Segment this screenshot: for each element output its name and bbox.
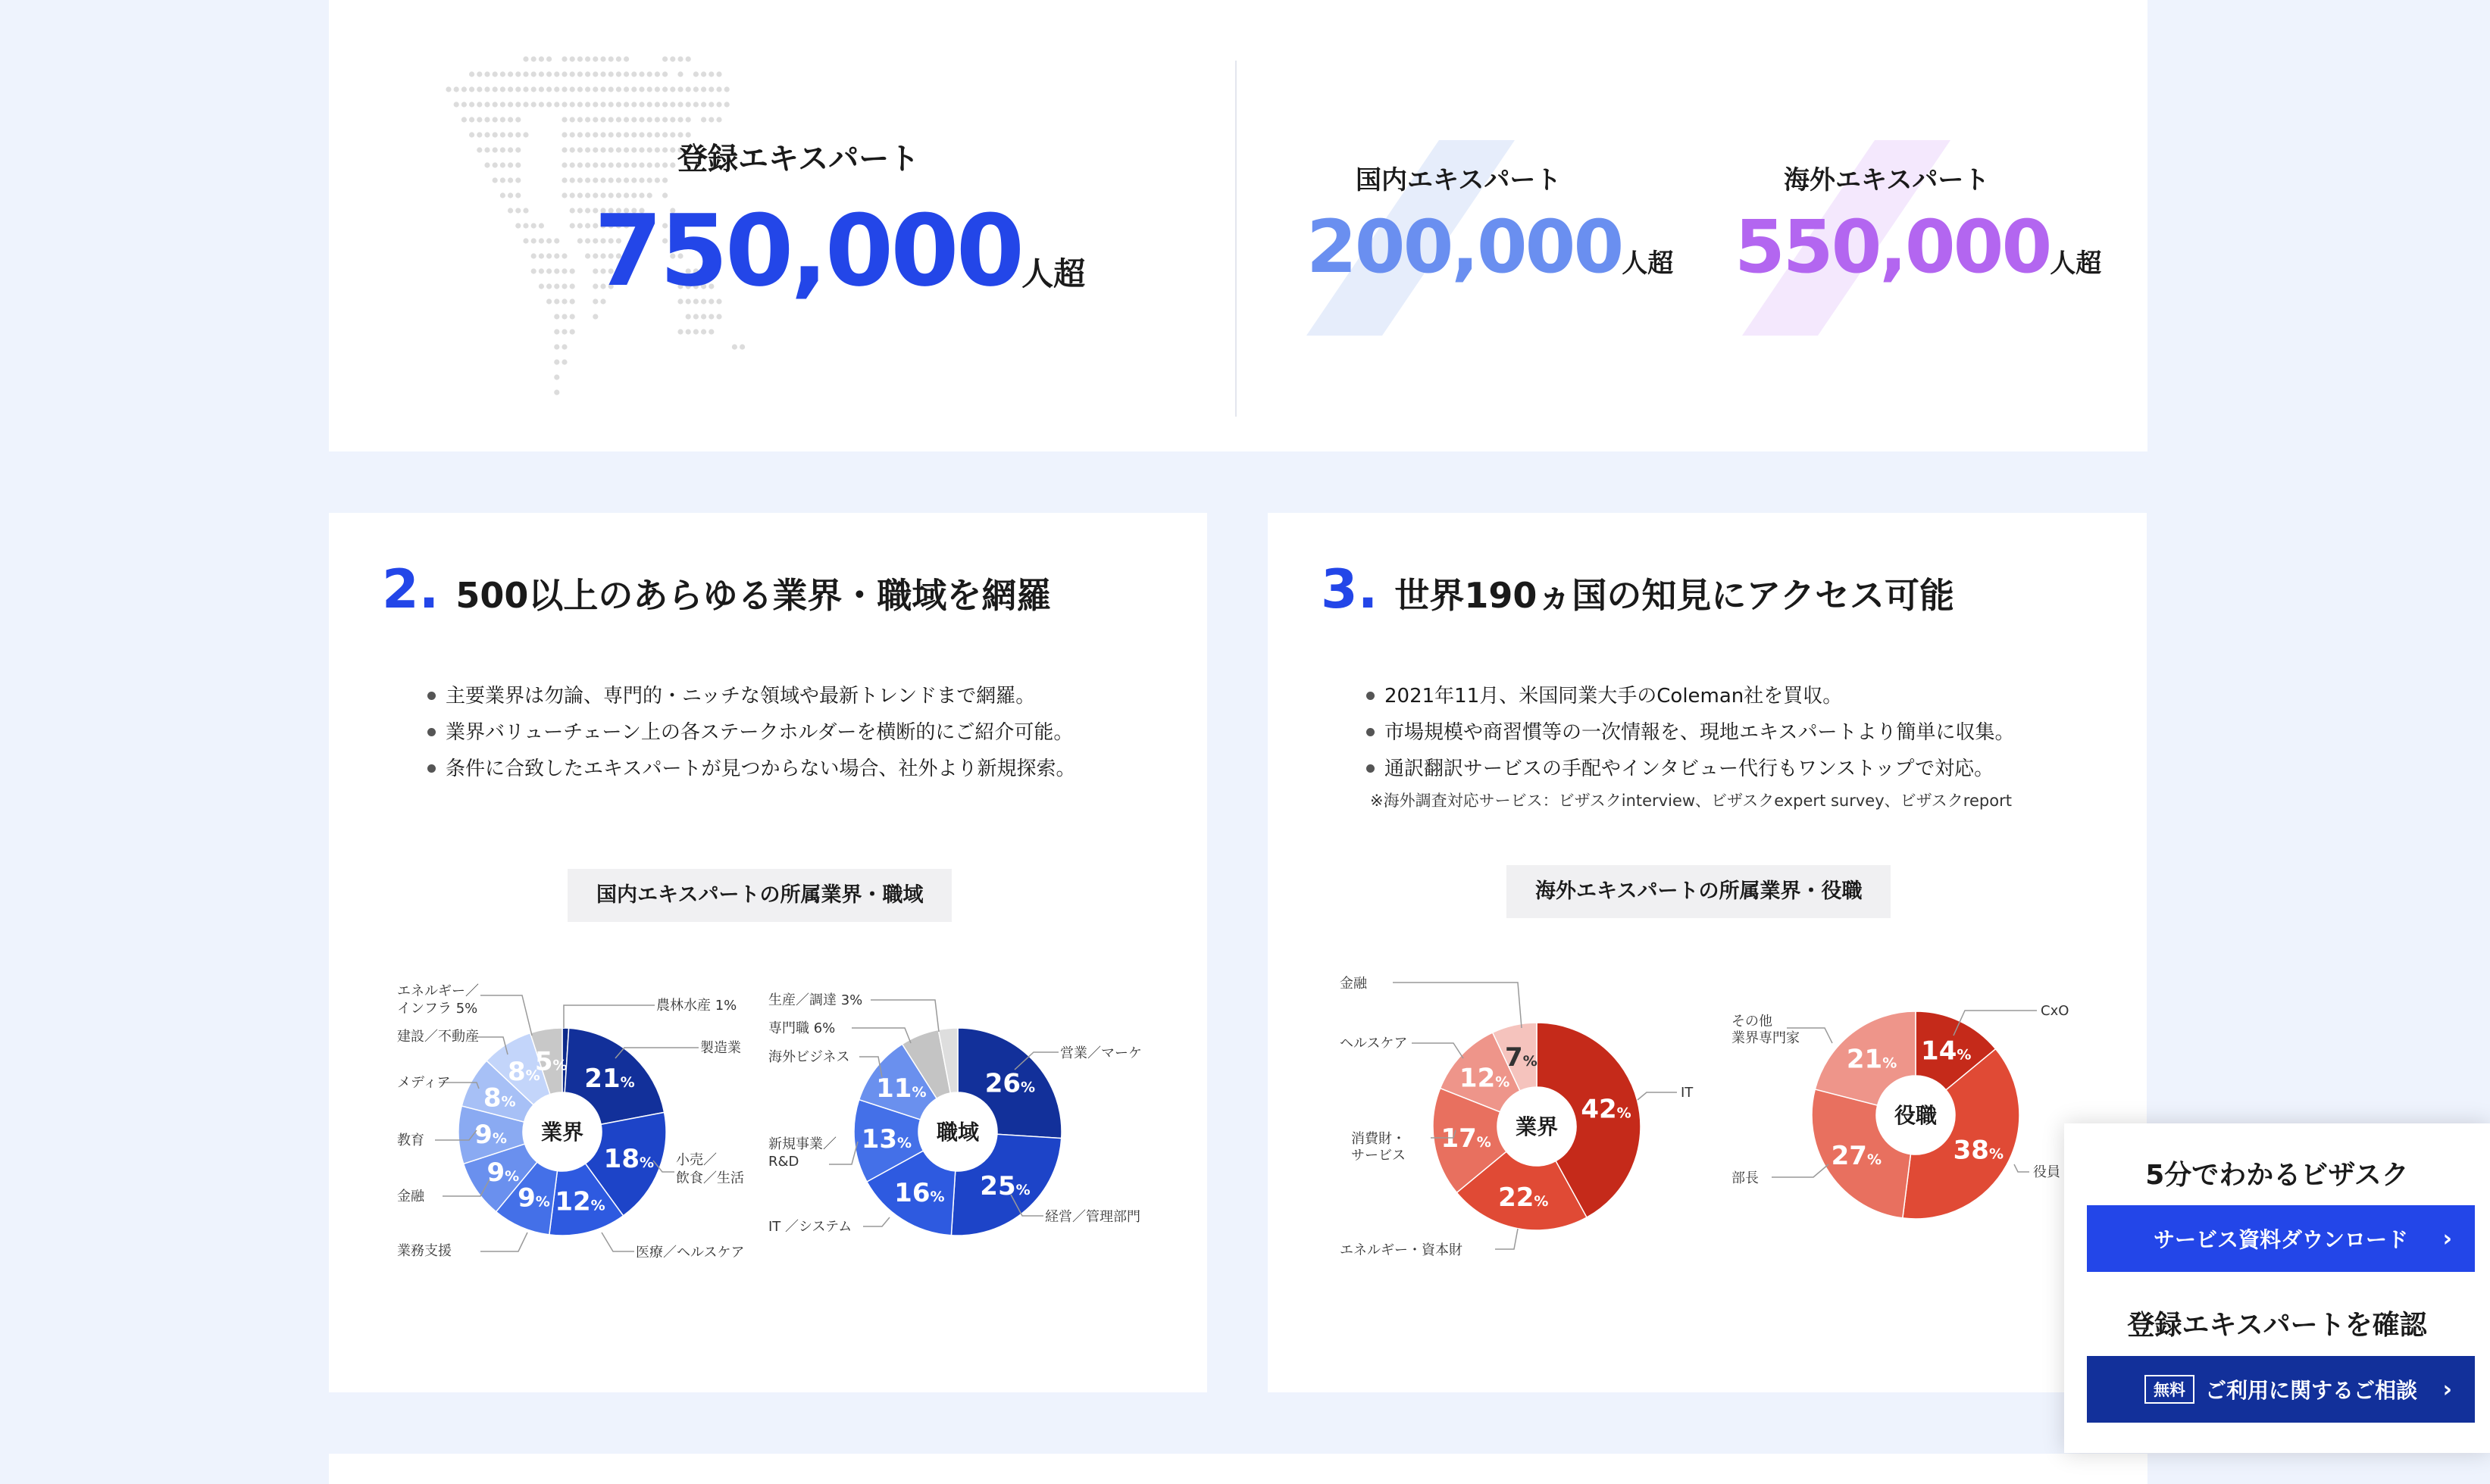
floating-cta-panel bbox=[2064, 1123, 2490, 1453]
slice-value-label: 16% bbox=[894, 1177, 945, 1208]
percent-sign: % bbox=[1866, 1151, 1882, 1169]
percent-sign: % bbox=[897, 1134, 912, 1151]
percent-sign: % bbox=[1534, 1192, 1549, 1210]
bullet-item: 主要業界は勿論、専門的・ニッチな領域や最新トレンドまで網羅。 bbox=[427, 678, 1075, 714]
percent-sign: % bbox=[1015, 1181, 1031, 1198]
overseas-pie-charts bbox=[1268, 513, 2147, 1392]
position-donut-overseas bbox=[1812, 1011, 2019, 1219]
overseas-chart-heading: 海外エキスパートの所属業界・役職 bbox=[1506, 865, 1891, 918]
callout-label: IT bbox=[1681, 1085, 1694, 1101]
callout-label: ヘルスケア bbox=[1340, 1036, 1408, 1051]
slice-value-label: 8% bbox=[483, 1083, 516, 1114]
registered-experts-unit: 人超 bbox=[1021, 255, 1086, 292]
callout-label: 生産／調達 3% bbox=[768, 992, 863, 1008]
slice-value-label: 11% bbox=[876, 1073, 927, 1104]
percent-sign: % bbox=[912, 1084, 927, 1101]
percent-sign: % bbox=[930, 1188, 945, 1205]
callout-label: 製造業 bbox=[700, 1040, 741, 1056]
feature-number: 2. bbox=[382, 558, 440, 620]
percent-sign: % bbox=[552, 1057, 568, 1074]
percent-sign: % bbox=[620, 1074, 635, 1092]
callout-label: 新規事業／ bbox=[768, 1136, 837, 1152]
panel-heading-overview: 5分でわかるビザスク bbox=[2145, 1160, 2409, 1191]
percent-sign: % bbox=[1988, 1145, 2004, 1163]
donut-center-label: 役職 bbox=[1894, 1103, 1938, 1128]
next-section-card bbox=[329, 1454, 2147, 1484]
slice-value-label: 21% bbox=[1846, 1044, 1897, 1075]
industry-donut-overseas bbox=[1433, 1023, 1641, 1230]
percent-sign: % bbox=[1021, 1079, 1036, 1096]
feature-industries-card bbox=[329, 513, 1207, 1392]
percent-sign: % bbox=[640, 1154, 655, 1171]
callout-label: 専門職 6% bbox=[768, 1020, 836, 1036]
domestic-experts-unit: 人超 bbox=[1622, 248, 1674, 279]
callout-label: 小売／ bbox=[676, 1152, 717, 1168]
consultation-button[interactable] bbox=[2087, 1356, 2475, 1423]
chevron-right-icon: › bbox=[2442, 1225, 2452, 1252]
callout-label: 業界専門家 bbox=[1731, 1030, 1800, 1046]
percent-sign: % bbox=[525, 1067, 540, 1085]
donut-center-label: 業界 bbox=[540, 1120, 584, 1145]
callout-label: 飲食／生活 bbox=[676, 1170, 744, 1186]
slice-value-label: 26% bbox=[984, 1068, 1036, 1099]
download-button-label: サービス資料ダウンロード bbox=[2153, 1227, 2408, 1252]
callout-label: 営業／マーケ bbox=[1060, 1045, 1142, 1061]
callout-label: エネルギー／ bbox=[397, 983, 479, 999]
callout-label: 海外ビジネス bbox=[768, 1049, 850, 1065]
feature-number: 3. bbox=[1321, 558, 1378, 620]
bullet-item: 2021年11月、米国同業大手のColeman社を買収。 bbox=[1366, 678, 2014, 714]
slice-value-label: 9% bbox=[486, 1158, 520, 1189]
domestic-experts-label: 国内エキスパート bbox=[1356, 165, 1562, 195]
consult-button-label: ご利用に関するご相談 bbox=[2204, 1378, 2417, 1403]
bullet-item: 市場規模や商習慣等の一次情報を、現地エキスパートより簡単に収集。 bbox=[1366, 714, 2014, 751]
percent-sign: % bbox=[1616, 1104, 1631, 1122]
percent-sign: % bbox=[1882, 1054, 1897, 1072]
download-materials-button[interactable] bbox=[2087, 1205, 2475, 1272]
percent-sign: % bbox=[535, 1193, 550, 1211]
slice-value-label: 22% bbox=[1498, 1182, 1549, 1213]
registered-experts-stat bbox=[594, 193, 1085, 308]
panel-heading-experts: 登録エキスパートを確認 bbox=[2127, 1310, 2427, 1341]
callout-label: その他 bbox=[1731, 1014, 1772, 1029]
slice-value-label: 17% bbox=[1441, 1123, 1491, 1154]
callout-label: IT ／システム bbox=[768, 1219, 852, 1235]
overseas-services-note: ※海外調査対応サービス：ビザスクinterview、ビザスクexpert survey、ビザスクreport bbox=[1370, 792, 2012, 810]
percent-sign: % bbox=[1476, 1133, 1491, 1151]
industry-donut-domestic bbox=[458, 1028, 666, 1236]
donut-center-label: 職域 bbox=[936, 1120, 980, 1145]
slice-value-label: 21% bbox=[584, 1064, 635, 1095]
slice-value-label: 18% bbox=[603, 1143, 655, 1174]
feature-title: 世界190ヵ国の知見にアクセス可能 bbox=[1394, 575, 1954, 616]
percent-sign: % bbox=[505, 1168, 520, 1186]
percent-sign: % bbox=[1495, 1073, 1510, 1091]
callout-label: 農林水産 1% bbox=[656, 998, 737, 1014]
domestic-experts-value: 200,000 bbox=[1306, 205, 1622, 289]
percent-sign: % bbox=[1957, 1046, 1972, 1064]
callout-label: 教育 bbox=[397, 1133, 424, 1148]
slice-value-label: 5% bbox=[534, 1046, 568, 1077]
callout-label: 部長 bbox=[1731, 1170, 1759, 1186]
slice-value-label: 25% bbox=[980, 1170, 1031, 1201]
percent-sign: % bbox=[1522, 1052, 1537, 1070]
callout-label: 医療／ヘルスケア bbox=[636, 1245, 745, 1261]
percent-sign: % bbox=[501, 1093, 516, 1111]
donut-center-label: 業界 bbox=[1515, 1114, 1559, 1139]
slice-value-label: 12% bbox=[1459, 1063, 1510, 1094]
slice-value-label: 7% bbox=[1505, 1042, 1537, 1073]
callout-label: メディア bbox=[397, 1075, 451, 1091]
callout-label: 役員 bbox=[2033, 1164, 2060, 1180]
bullet-item: 業界バリューチェーン上の各ステークホルダーを横断的にご紹介可能。 bbox=[427, 714, 1075, 751]
domestic-pie-charts bbox=[329, 513, 1207, 1392]
bullet-item: 通訳翻訳サービスの手配やインタビュー代行もワンストップで対応。 bbox=[1366, 751, 2014, 787]
overseas-experts-value: 550,000 bbox=[1735, 205, 2050, 289]
free-badge: 無料 bbox=[2144, 1375, 2194, 1404]
feature-global-card bbox=[1268, 513, 2147, 1392]
domestic-experts-stat bbox=[1306, 205, 1673, 289]
overseas-experts-unit: 人超 bbox=[2050, 248, 2102, 279]
callout-label: エネルギー・資本財 bbox=[1340, 1242, 1462, 1258]
percent-sign: % bbox=[590, 1197, 605, 1214]
slice-value-label: 12% bbox=[555, 1186, 605, 1217]
callout-label: CxO bbox=[2041, 1003, 2069, 1019]
callout-label: 消費財・ bbox=[1351, 1131, 1406, 1147]
hero-divider bbox=[1235, 61, 1237, 417]
slice-value-label: 13% bbox=[861, 1123, 912, 1154]
registered-experts-label: 登録エキスパート bbox=[677, 142, 920, 177]
overseas-experts-stat bbox=[1735, 205, 2101, 289]
callout-label: 金融 bbox=[397, 1189, 424, 1204]
feature-title: 500以上のあらゆる業界・職域を網羅 bbox=[455, 575, 1052, 616]
callout-label: 金融 bbox=[1340, 976, 1367, 992]
hero-stats-card bbox=[329, 0, 2147, 451]
slice-value-label: 42% bbox=[1581, 1094, 1631, 1125]
slice-value-label: 38% bbox=[1953, 1135, 2004, 1166]
slice-value-label: 8% bbox=[508, 1057, 540, 1088]
bullet-item: 条件に合致したエキスパートが見つからない場合、社外より新規探索。 bbox=[427, 751, 1075, 787]
slice-value-label: 14% bbox=[1921, 1036, 1972, 1067]
slice-value-label: 27% bbox=[1831, 1141, 1882, 1172]
slice-value-label: 9% bbox=[474, 1119, 507, 1150]
domestic-chart-heading: 国内エキスパートの所属業界・職域 bbox=[568, 869, 952, 922]
role-donut-domestic bbox=[854, 1028, 1062, 1236]
callout-label: インフラ 5% bbox=[397, 1001, 478, 1017]
chevron-right-icon: › bbox=[2442, 1376, 2452, 1403]
overseas-experts-label: 海外エキスパート bbox=[1784, 165, 1990, 195]
callout-label: 経営／管理部門 bbox=[1045, 1209, 1140, 1225]
registered-experts-value: 750,000 bbox=[594, 193, 1022, 308]
slice-value-label: 9% bbox=[518, 1183, 550, 1214]
callout-label: R&D bbox=[768, 1154, 799, 1170]
callout-label: サービス bbox=[1351, 1148, 1406, 1164]
percent-sign: % bbox=[492, 1129, 507, 1147]
callout-label: 建設／不動産 bbox=[397, 1029, 479, 1045]
callout-label: 業務支援 bbox=[397, 1243, 452, 1259]
